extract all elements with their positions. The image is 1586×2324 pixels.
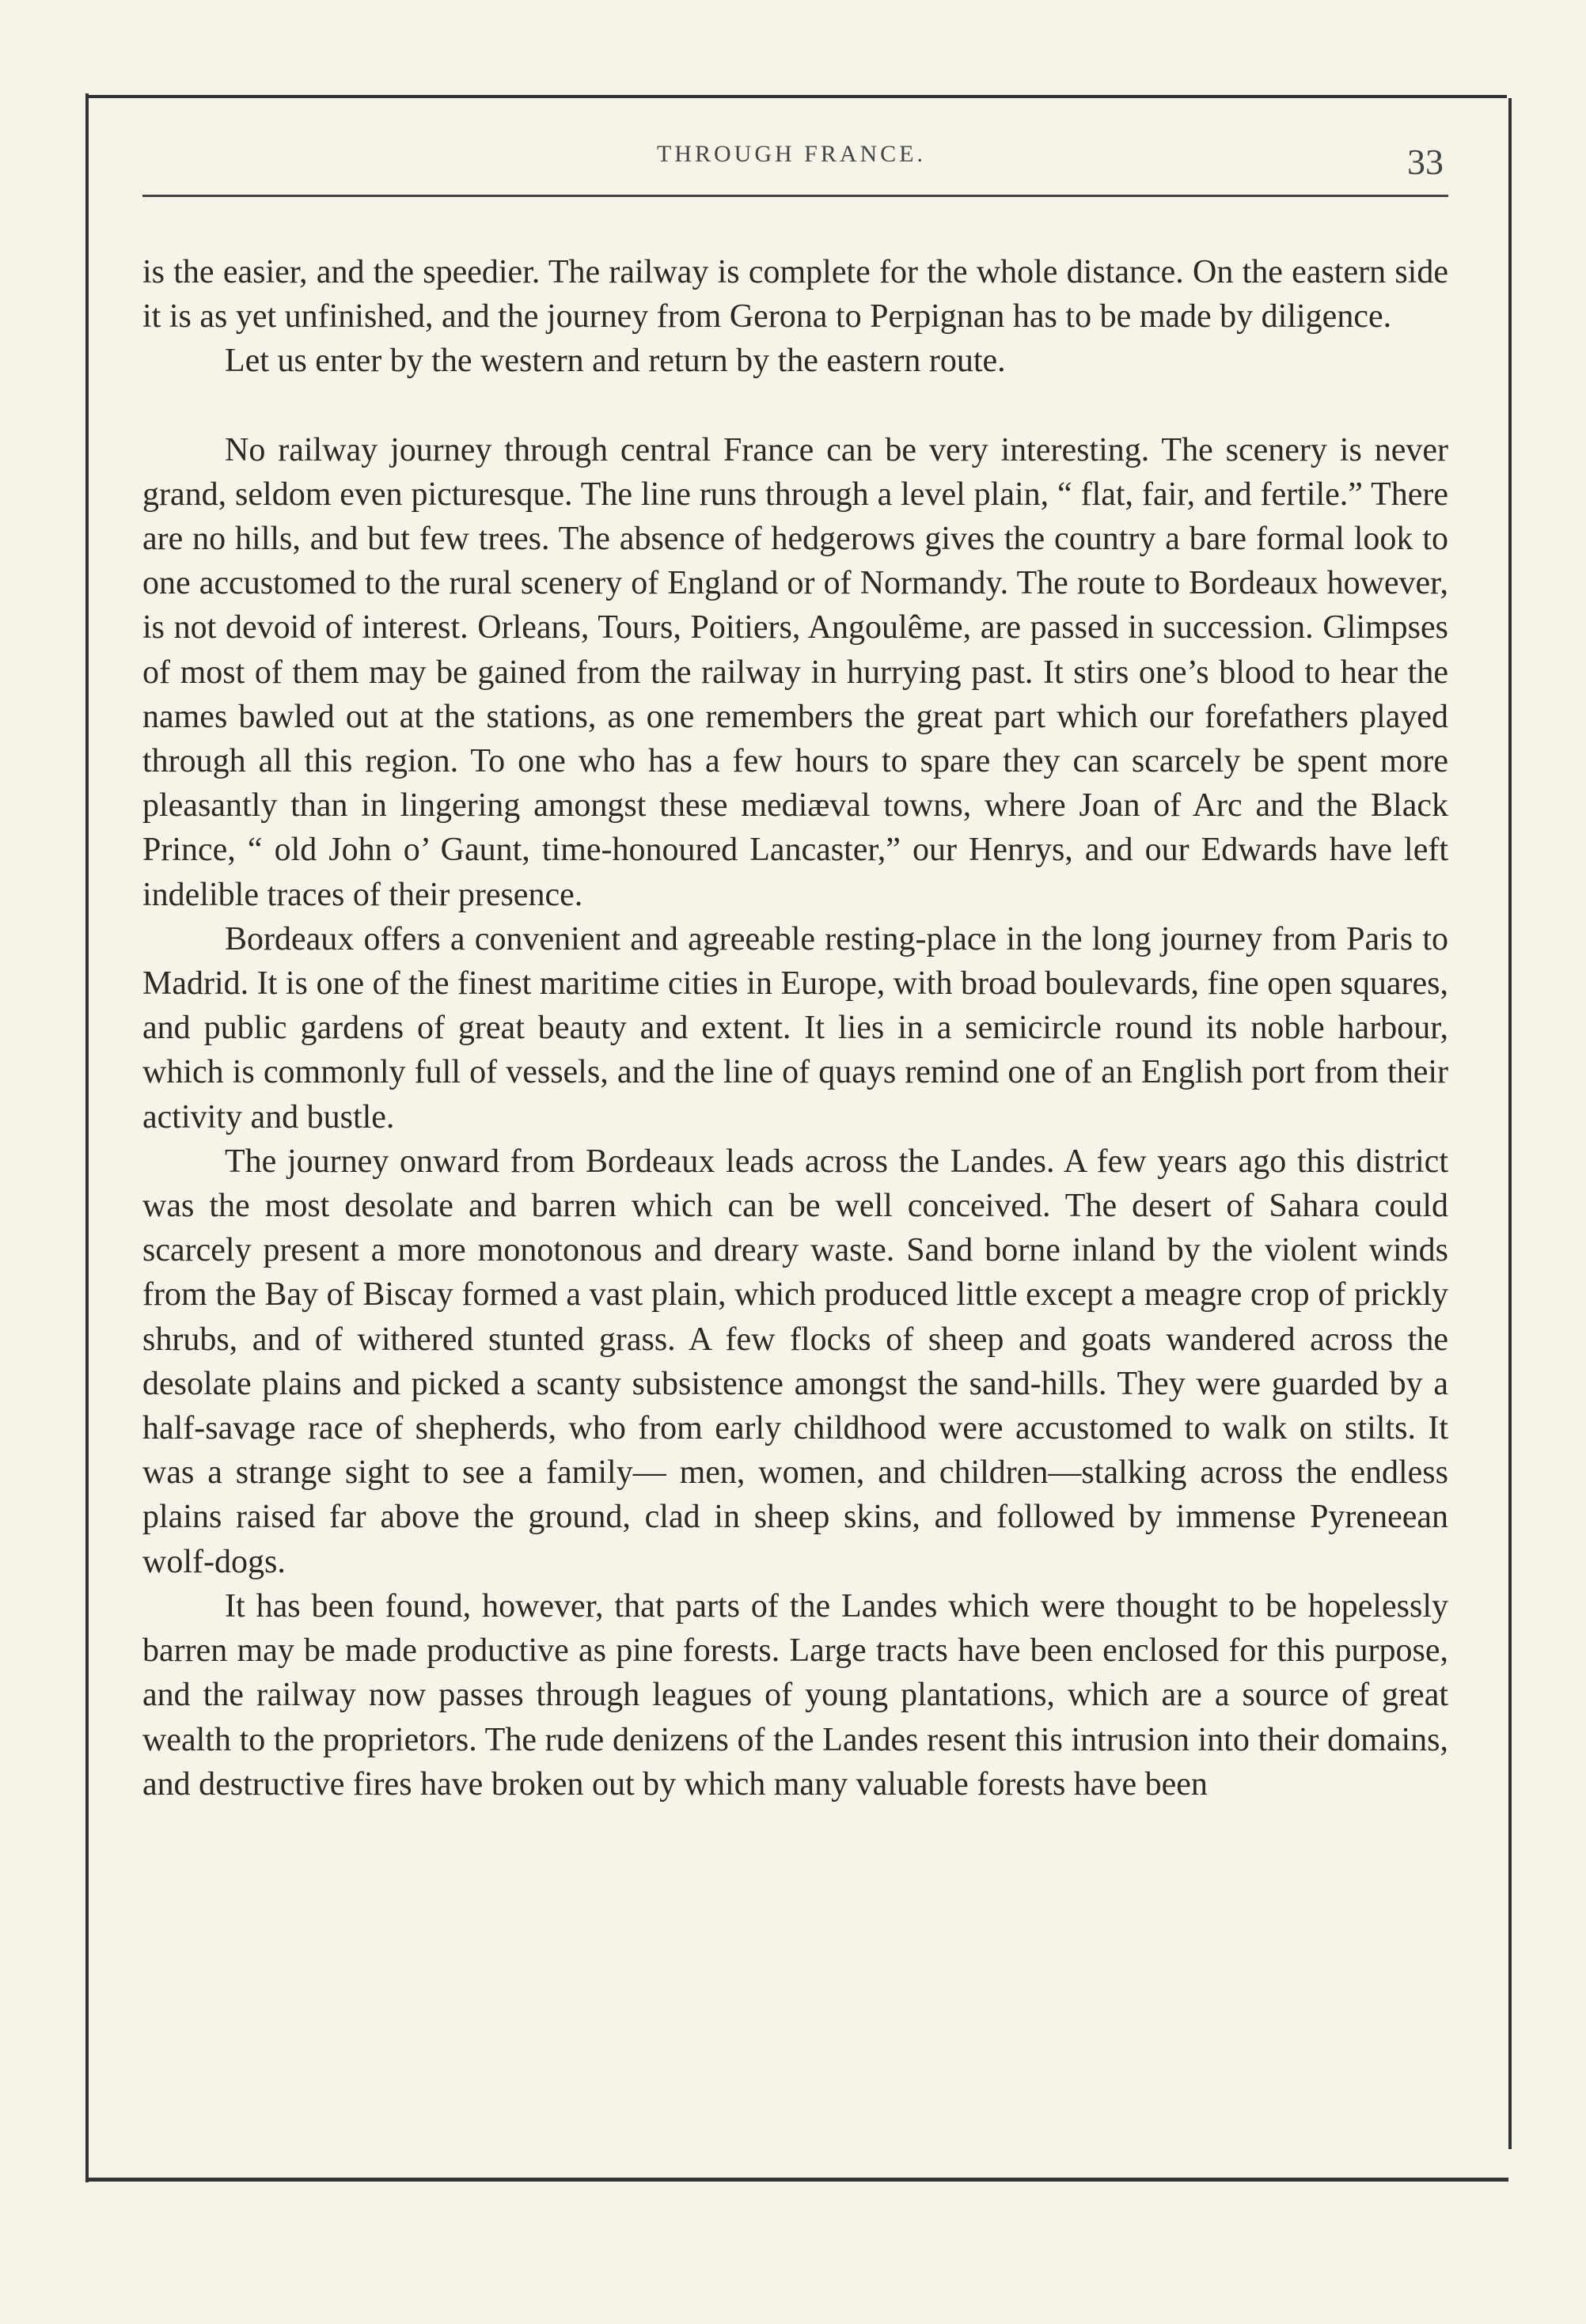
running-head: THROUGH FRANCE. (656, 141, 927, 167)
paragraph-route-choice: Let us enter by the western and return by the eastern route. (225, 343, 1006, 380)
paragraph-pine-forests: It has been found, however, that parts of the Landes which were thought to be hopelessly barren may be made productive as pine forests. Large tracts have been enclosed for this purpose, and the railway now passes through leagues of young plantations, which are a source of great wealth to the proprietors. The rude denizens of the Landes resent this intrusion into their domains, and destructive fires have broken out by which many valuable forests have been (142, 1587, 1448, 1803)
page-frame-bottom-rule (87, 2178, 1508, 2182)
paragraph-continued: is the easier, and the speedier. The railway is complete for the whole distance. On the eastern side it is as yet unfinished, and the journey from Gerona to Perpignan has to be made by diligence. (142, 254, 1448, 336)
page-frame-top-rule (87, 95, 1507, 98)
page-number: 33 (1407, 142, 1444, 182)
body-text (142, 250, 1448, 1807)
paragraph-bordeaux: Bordeaux offers a convenient and agreeable resting-place in the long journey from Paris to Madrid. It is one of the finest maritime cities in Europe, with broad boulevards, fine open squares, and public gardens of great beauty and extent. It lies in a semicircle round its noble harbour, which is commonly full of vessels, and the line of quays remind one of an English port from their activity and bustle. (142, 920, 1448, 1135)
page-frame-left-rule (85, 93, 89, 2182)
paragraph-central-france: No railway journey through central France can be very interesting. The scenery is never grand, seldom even picturesque. The line runs through a level plain, “ flat, fair, and fertile.” There are no hills, and but few trees. The absence of hedgerows gives the country a bare formal look to one accustomed to the rural scenery of England or of Normandy. The route to Bordeaux however, is not devoid of interest. Orleans, Tours, Poitiers, Angoulême, are passed in succession. Glimpses of most of them may be gained from the railway in hurrying past. It stirs one’s blood to hear the names bawled out at the stations, as one remembers the great part which our forefathers played through all this region. To one who has a few hours to spare they can scarcely be spent more pleasantly than in lingering amongst these mediæval towns, where Joan of Arc and the Black Prince, “ old John o’ Gaunt, time-honoured Lancaster,” our Henrys, and our Edwards have left indelible traces of their presence. (142, 431, 1448, 913)
paragraph-landes: The journey onward from Bordeaux leads across the Landes. A few years ago this district was the most desolate and barren which can be well conceived. The desert of Sahara could scarcely present a more monotonous and dreary waste. Sand borne inland by the violent winds from the Bay of Biscay formed a vast plain, which produced little except a meagre crop of prickly shrubs, and of withered stunted grass. A few flocks of sheep and goats wandered across the desolate plains and picked a scanty subsistence amongst the sand-hills. They were guarded by a half-savage race of shepherds, who from early childhood were accustomed to walk on stilts. It was a strange sight to see a family— men, women, and children—stalking across the endless plains raised far above the ground, clad in sheep skins, and followed by immense Pyreneean wolf-dogs. (142, 1143, 1448, 1580)
header-rule (142, 195, 1448, 197)
page-frame-right-rule (1508, 98, 1512, 2149)
